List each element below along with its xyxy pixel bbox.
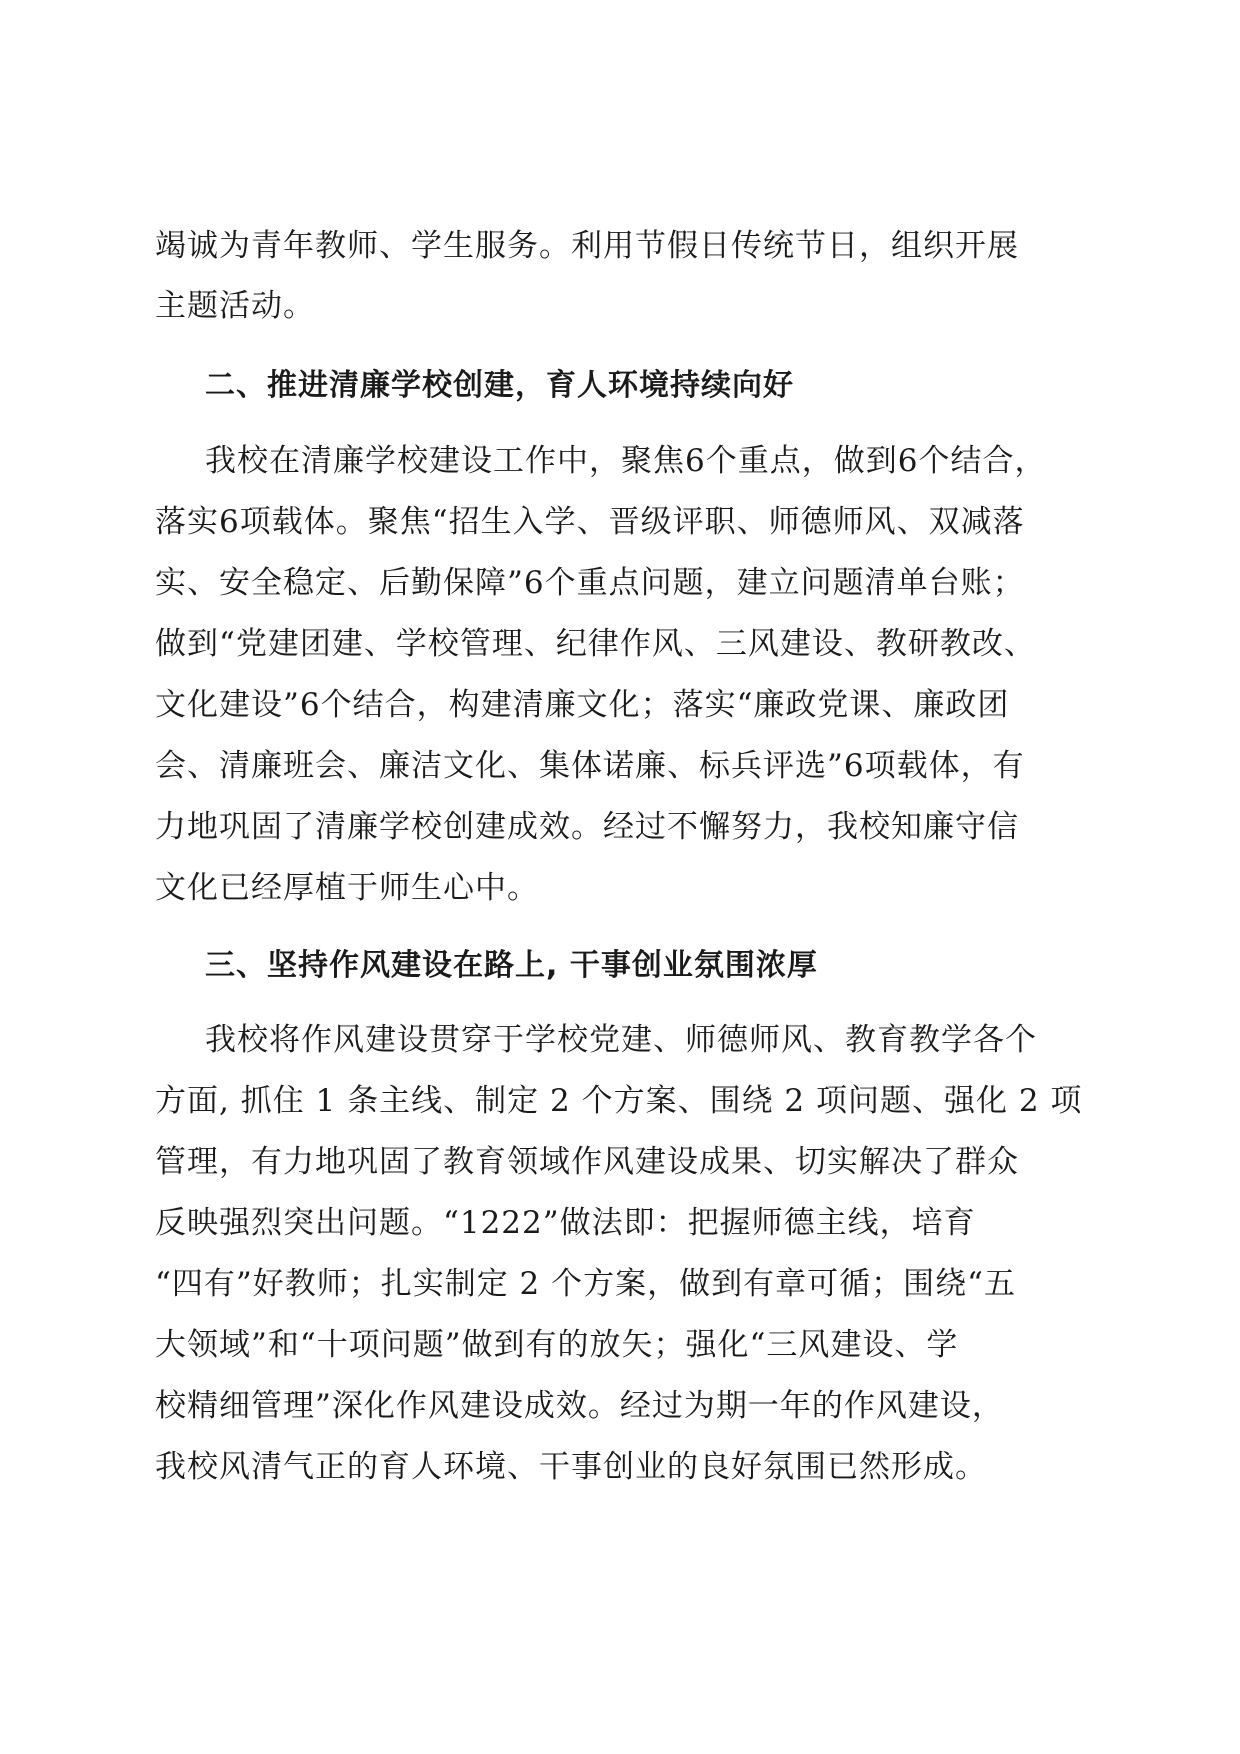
paragraph-line: 管理，有力地巩固了教育领域作风建设成果、切实解决了群众 <box>155 1144 1019 1180</box>
paragraph-line: 主题活动。 <box>155 288 315 324</box>
paragraph-line: 文化已经厚植于师生心中。 <box>155 870 539 906</box>
paragraph-line: 大领域”和“十项问题”做到有的放矢；强化“三风建设、学 <box>155 1327 959 1363</box>
paragraph-line: 我校在清廉学校建设工作中，聚焦6个重点，做到6个结合， <box>205 443 1047 479</box>
paragraph-line: 我校将作风建设贯穿于学校党建、师德师风、教育教学各个 <box>205 1022 1037 1058</box>
paragraph-line: 竭诚为青年教师、学生服务。利用节假日传统节日，组织开展 <box>155 228 1019 264</box>
paragraph-line: 方面, 抓住 1 条主线、制定 2 个方案、围绕 2 项问题、强化 2 项 <box>155 1083 1083 1119</box>
paragraph-line: 实、安全稳定、后勤保障”6个重点问题，建立问题清单台账； <box>155 565 1025 601</box>
paragraph-line: 文化建设”6个结合，构建清廉文化；落实“廉政党课、廉政团 <box>155 687 1010 723</box>
section-heading: 三、坚持作风建设在路上, 干事创业氛围浓厚 <box>205 948 818 983</box>
paragraph-line: 落实6项载体。聚焦“招生入学、晋级评职、师德师风、双减落 <box>155 504 1025 540</box>
paragraph-line: 会、清廉班会、廉洁文化、集体诺廉、标兵评选”6项载体，有 <box>155 748 1025 784</box>
paragraph-line: 我校风清气正的育人环境、干事创业的良好氛围已然形成。 <box>155 1449 987 1485</box>
paragraph-line: 校精细管理”深化作风建设成效。经过为期一年的作风建设， <box>155 1388 1004 1424</box>
paragraph-line: 做到“党建团建、学校管理、纪律作风、三风建设、教研教改、 <box>155 626 1036 662</box>
paragraph-line: “四有”好教师；扎实制定 2 个方案，做到有章可循；围绕“五 <box>155 1266 1016 1302</box>
section-heading: 二、推进清廉学校创建，育人环境持续向好 <box>205 368 794 403</box>
paragraph-line: 反映强烈突出问题。“1222”做法即：把握师德主线，培育 <box>155 1205 976 1241</box>
paragraph-line: 力地巩固了清廉学校创建成效。经过不懈努力，我校知廉守信 <box>155 809 1019 845</box>
